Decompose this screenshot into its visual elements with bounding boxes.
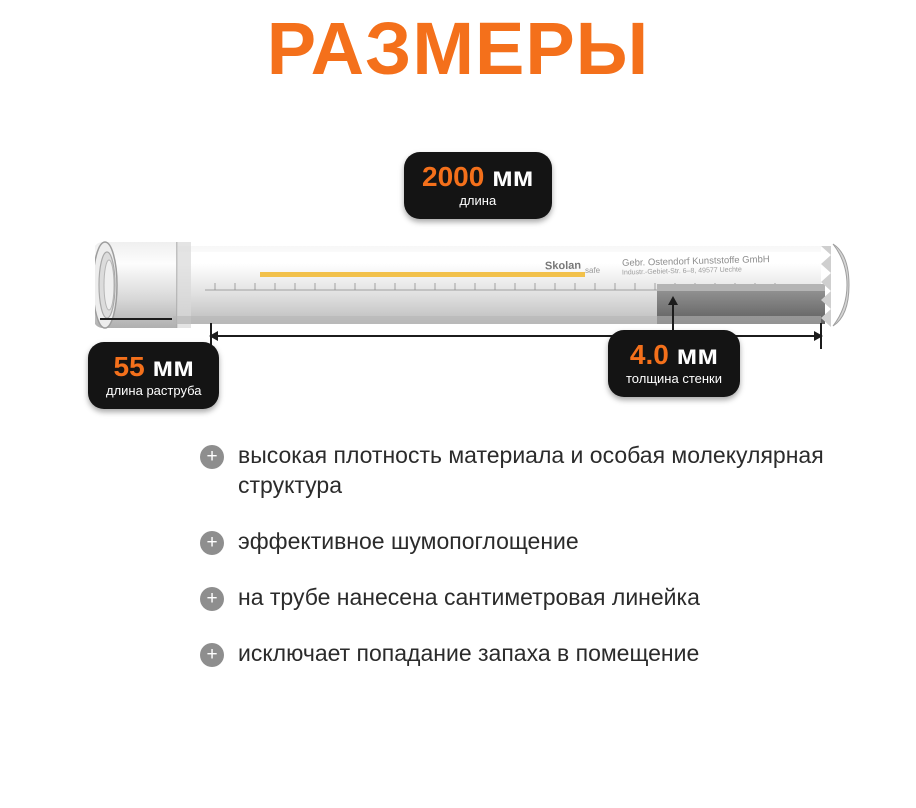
list-item [200, 526, 900, 556]
plus-icon: + [200, 643, 224, 667]
callout-wall-value: 4.0 [629, 339, 669, 370]
callout-wall-caption: толщина стенки [626, 371, 722, 386]
product-diagram [0, 120, 916, 430]
callout-length-caption: длина [459, 193, 497, 208]
feature-text: на трубе нанесена сантиметровая линейка [238, 584, 700, 610]
callout-wall-thickness [608, 330, 740, 397]
callout-socket-length [88, 342, 219, 409]
callout-wall-unit: мм [676, 339, 719, 370]
callout-length [404, 152, 552, 219]
plus-icon: + [200, 587, 224, 611]
feature-text: эффективное шумопоглощение [238, 528, 579, 554]
callout-socket-caption: длина раструба [106, 383, 202, 398]
list-item [200, 638, 900, 668]
callout-length-unit: мм [492, 161, 534, 192]
plus-icon: + [200, 531, 224, 555]
socket-dimension-arrow [100, 318, 172, 320]
list-item [200, 440, 900, 500]
page-title: РАЗМЕРЫ [266, 7, 650, 90]
callout-socket-unit: мм [152, 351, 194, 382]
product-brand-suffix: safe [585, 266, 601, 275]
plus-icon: + [200, 445, 224, 469]
feature-text: высокая плотность материала и особая молекулярная структура [238, 442, 824, 498]
product-brand: Skolan [544, 259, 582, 273]
list-item [200, 582, 900, 612]
callout-length-value: 2000 [422, 161, 485, 192]
product-marking-line-2: Industr.-Gebiet-Str. 6–8, 49577 Uechte [621, 266, 742, 277]
callout-socket-value: 55 [113, 351, 145, 382]
feature-list [200, 440, 900, 694]
wall-thickness-arrow [672, 304, 674, 332]
product-marking-line-1: Gebr. Ostendorf Kunststoffe GmbH [621, 254, 770, 269]
feature-text: исключает попадание запаха в помещение [238, 640, 700, 666]
